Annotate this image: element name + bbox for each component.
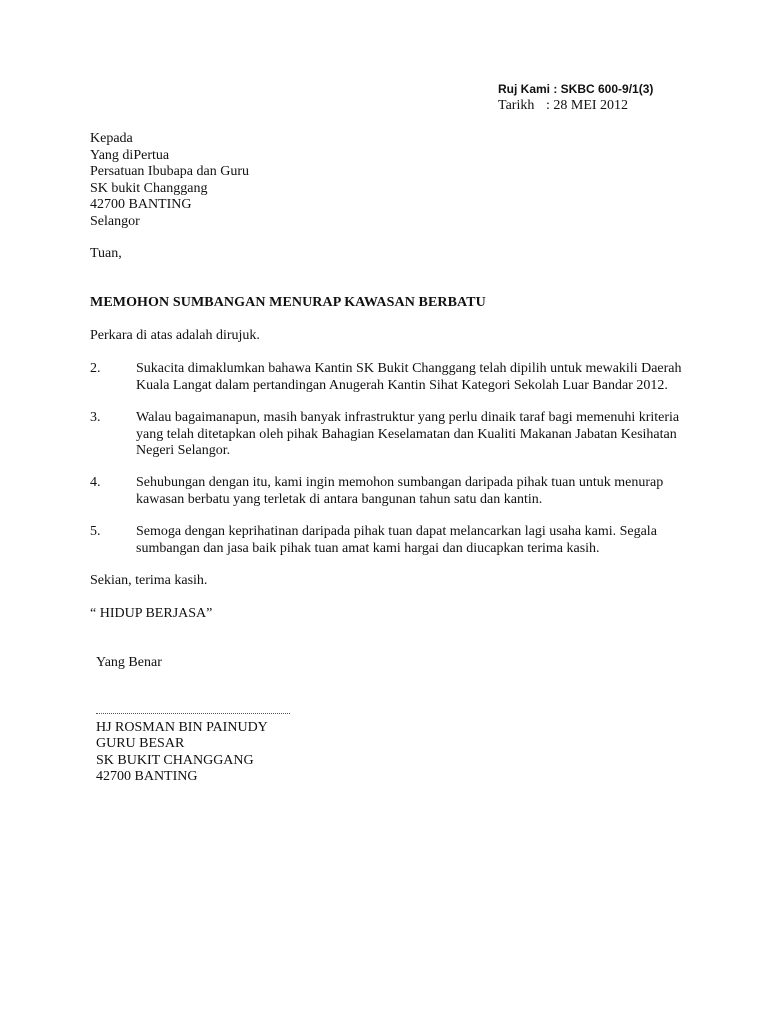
date-line xyxy=(498,97,653,115)
closing-line: Sekian, terima kasih. xyxy=(90,573,208,588)
address-line: Selangor xyxy=(90,213,140,229)
date-label: Tarikh xyxy=(498,98,535,113)
signatory-block xyxy=(96,720,268,786)
paragraph-line: Negeri Selangor. xyxy=(136,443,231,458)
signatory-line: 42700 BANTING xyxy=(96,769,198,785)
paragraph-line: Sukacita dimaklumkan bahawa Kantin SK Bukit Changgang telah dipilih untuk mewakili Daerah xyxy=(136,361,682,376)
reference-block xyxy=(498,81,653,115)
address-line: Yang diPertua xyxy=(90,147,170,163)
subject-heading: MEMOHON SUMBANGAN MENURAP KAWASAN BERBATU xyxy=(90,295,486,310)
paragraph-line: Sehubungan dengan itu, kami ingin memohon sumbangan daripada pihak tuan untuk menurap xyxy=(136,475,664,490)
paragraph-text xyxy=(136,361,682,394)
paragraph-line: yang telah ditetapkan oleh pihak Bahagian Keselamatan dan Kualiti Makanan Jabatan Kesihatan xyxy=(136,426,677,442)
signatory-line: SK BUKIT CHANGGANG xyxy=(96,752,254,768)
sign-off: Yang Benar xyxy=(96,655,162,670)
recipient-address xyxy=(90,131,249,231)
paragraph-line: sumbangan dan jasa baik pihak tuan amat kami hargai dan diucapkan terima kasih. xyxy=(136,540,600,556)
intro-paragraph: Perkara di atas adalah dirujuk. xyxy=(90,328,260,343)
paragraph-line: kawasan berbatu yang terletak di antara bangunan tahun satu dan kantin. xyxy=(136,491,543,507)
salutation: Tuan, xyxy=(90,246,122,261)
paragraph-number: 2. xyxy=(90,361,101,376)
signatory-line: HJ ROSMAN BIN PAINUDY xyxy=(96,720,268,735)
paragraph-text xyxy=(136,524,676,557)
paragraph-text xyxy=(136,475,676,508)
paragraph-line: Kuala Langat dalam pertandingan Anugerah Kantin Sihat Kategori Sekolah Luar Bandar 2012. xyxy=(136,377,668,393)
address-line: 42700 BANTING xyxy=(90,197,192,213)
paragraph-number: 3. xyxy=(90,410,101,425)
address-line: Kepada xyxy=(90,131,133,146)
reference-number: Ruj Kami : SKBC 600-9/1(3) xyxy=(498,82,654,96)
motto: “ HIDUP BERJASA” xyxy=(90,606,213,621)
signature-dotted-line xyxy=(96,705,290,714)
paragraph-text xyxy=(136,410,680,460)
paragraph-number: 5. xyxy=(90,524,101,539)
address-line: SK bukit Changgang xyxy=(90,180,208,196)
date-value: : 28 MEI 2012 xyxy=(546,98,629,113)
address-line: Persatuan Ibubapa dan Guru xyxy=(90,164,250,180)
signatory-line: GURU BESAR xyxy=(96,736,185,752)
paragraph-line: Walau bagaimanapun, masih banyak infrastruktur yang perlu dinaik taraf bagi memenuhi kriteria xyxy=(136,410,680,425)
paragraph-line: Semoga dengan keprihatinan daripada pihak tuan dapat melancarkan lagi usaha kami. Segala xyxy=(136,524,657,539)
paragraph-number: 4. xyxy=(90,475,101,490)
